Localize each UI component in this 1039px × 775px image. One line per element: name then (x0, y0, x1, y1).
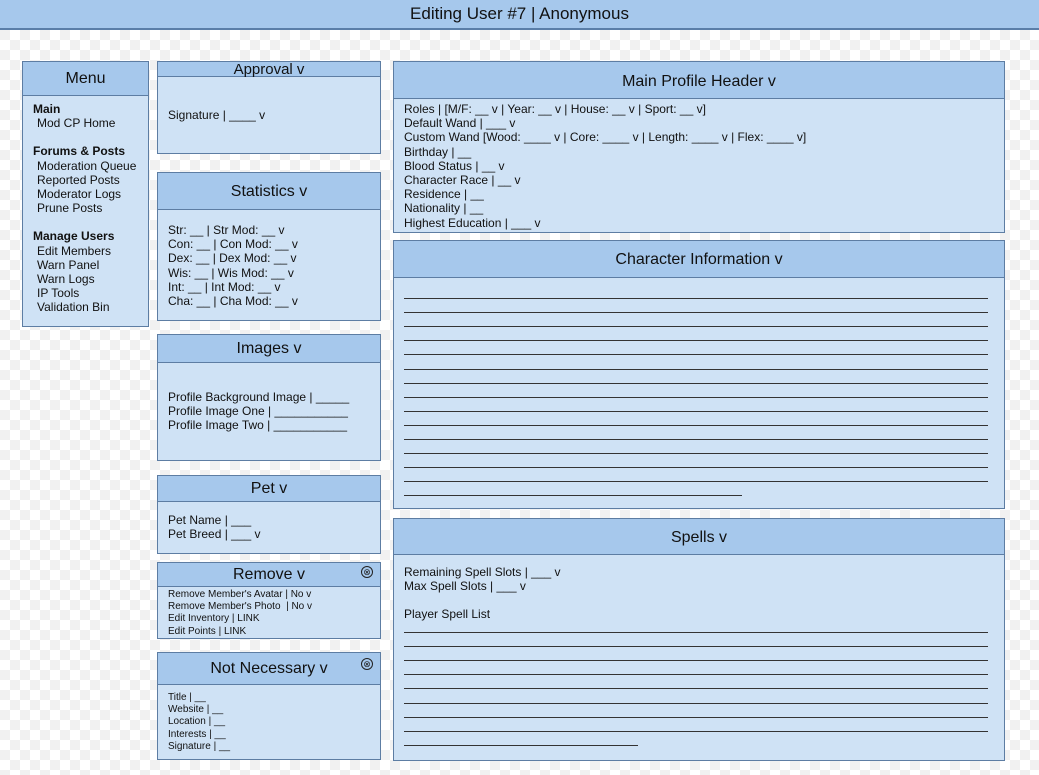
menu-item-mod-cp-home[interactable]: Mod CP Home (37, 116, 116, 131)
remove-photo-field[interactable]: Remove Member's Photo | No v (168, 601, 313, 613)
remaining-spell-slots-field[interactable]: Remaining Spell Slots | ___ v (404, 565, 561, 579)
writing-line (404, 425, 988, 426)
writing-line (404, 646, 988, 647)
menu-header (23, 62, 148, 96)
writing-line (404, 731, 988, 732)
main-profile-panel (393, 61, 1005, 233)
menu-item-warn-panel[interactable]: Warn Panel (37, 257, 100, 272)
roles-field[interactable]: Roles | [M/F: __ v | Year: __ v | House: __ v | Sport: __ v] (404, 102, 706, 116)
pet-breed-field[interactable]: Pet Breed | ___ v (168, 527, 261, 542)
menu-item-validation-bin[interactable]: Validation Bin (37, 300, 110, 315)
character-info-header[interactable] (394, 241, 1004, 278)
profile-background-image-field[interactable]: Profile Background Image | _____ (168, 390, 350, 404)
default-wand-field[interactable]: Default Wand | ___ v (404, 116, 516, 131)
custom-wand-field[interactable]: Custom Wand [Wood: ____ v | Core: ____ v | Length: ____ v | Flex: ____ v] (404, 130, 807, 145)
menu-title: Menu (65, 70, 106, 87)
writing-line (404, 326, 988, 327)
writing-line (404, 632, 988, 633)
menu-panel (22, 61, 149, 327)
writing-line (404, 745, 638, 746)
blood-status-field[interactable]: Blood Status | __ v (404, 158, 505, 173)
pet-title: Pet v (250, 480, 288, 497)
menu-item-prune-posts[interactable]: Prune Posts (37, 201, 103, 216)
main-profile-header[interactable] (394, 62, 1004, 99)
stat-row-con[interactable]: Con: __ | Con Mod: __ v (168, 237, 298, 252)
signature-field[interactable]: Signature | __ (168, 740, 231, 752)
writing-line (404, 453, 988, 454)
stat-row-int[interactable]: Int: __ | Int Mod: __ v (168, 279, 281, 294)
menu-item-reported-posts[interactable]: Reported Posts (37, 172, 120, 187)
profile-image-one-field[interactable]: Profile Image One | ___________ (168, 404, 348, 419)
statistics-header[interactable] (158, 173, 380, 210)
writing-line (404, 312, 988, 313)
menu-item-warn-logs[interactable]: Warn Logs (37, 272, 95, 287)
character-race-field[interactable]: Character Race | __ v (404, 173, 521, 188)
remove-title: Remove v (232, 566, 306, 583)
location-field[interactable]: Location | __ (168, 716, 226, 728)
residence-field[interactable]: Residence | __ (404, 187, 484, 202)
menu-item-ip-tools[interactable]: IP Tools (37, 286, 80, 301)
menu-item-edit-members[interactable]: Edit Members (37, 243, 112, 258)
menu-section-manage-users: Manage Users (33, 229, 115, 244)
website-field[interactable]: Website | __ (168, 704, 224, 716)
close-icon[interactable]: ⊗ (361, 566, 373, 578)
spells-title: Spells v (670, 529, 728, 546)
character-info-panel (393, 240, 1005, 509)
approval-title: Approval v (233, 61, 305, 78)
pet-panel (157, 475, 381, 554)
birthday-field[interactable]: Birthday | __ (404, 144, 472, 159)
stat-row-wis[interactable]: Wis: __ | Wis Mod: __ v (168, 265, 294, 280)
writing-line (404, 660, 988, 661)
page-title-bar (0, 0, 1039, 30)
spells-panel (393, 518, 1005, 761)
writing-line (404, 495, 742, 496)
character-info-textarea[interactable] (404, 278, 994, 503)
profile-image-two-field[interactable]: Profile Image Two | ___________ (168, 418, 348, 433)
menu-item-moderation-queue[interactable]: Moderation Queue (37, 158, 137, 173)
nationality-field[interactable]: Nationality | __ (404, 201, 484, 216)
menu-item-moderator-logs[interactable]: Moderator Logs (37, 187, 122, 202)
statistics-title: Statistics v (230, 183, 308, 200)
writing-line (404, 411, 988, 412)
stat-row-dex[interactable]: Dex: __ | Dex Mod: __ v (168, 251, 297, 266)
main-profile-title: Main Profile Header v (622, 73, 776, 90)
approval-header[interactable] (158, 62, 380, 77)
remove-panel (157, 562, 381, 639)
highest-education-field[interactable]: Highest Education | ___ v (404, 215, 541, 230)
title-field[interactable]: Title | __ (168, 692, 206, 703)
character-info-title: Character Information v (615, 251, 783, 268)
approval-panel (157, 61, 381, 154)
remove-header[interactable] (158, 563, 380, 587)
edit-points-link[interactable]: Edit Points | LINK (168, 625, 247, 637)
spells-header[interactable] (394, 519, 1004, 555)
writing-line (404, 383, 988, 384)
max-spell-slots-field[interactable]: Max Spell Slots | ___ v (404, 579, 526, 594)
writing-line (404, 354, 988, 355)
images-header[interactable] (158, 335, 380, 363)
writing-line (404, 340, 988, 341)
remove-avatar-field[interactable]: Remove Member's Avatar | No v (168, 589, 312, 600)
page-title: Editing User #7 | Anonymous (410, 4, 629, 23)
writing-line (404, 703, 988, 704)
spell-list-textarea[interactable] (404, 622, 994, 742)
writing-line (404, 439, 988, 440)
images-title: Images v (236, 340, 302, 357)
menu-section-main: Main (33, 102, 61, 116)
interests-field[interactable]: Interests | __ (168, 728, 226, 740)
images-panel (157, 334, 381, 461)
not-necessary-title: Not Necessary v (210, 660, 328, 677)
statistics-panel (157, 172, 381, 321)
signature-approval-field[interactable]: Signature | ____ v (168, 108, 266, 122)
writing-line (404, 674, 988, 675)
writing-line (404, 369, 988, 370)
stat-row-cha[interactable]: Cha: __ | Cha Mod: __ v (168, 294, 298, 309)
menu-section-forums-posts: Forums & Posts (33, 144, 126, 159)
edit-inventory-link[interactable]: Edit Inventory | LINK (168, 613, 260, 625)
close-icon[interactable]: ⊗ (361, 658, 373, 670)
pet-name-field[interactable]: Pet Name | ___ (168, 513, 252, 527)
not-necessary-header[interactable] (158, 653, 380, 685)
writing-line (404, 481, 988, 482)
player-spell-list-label: Player Spell List (404, 607, 491, 622)
pet-header[interactable] (158, 476, 380, 502)
writing-line (404, 298, 988, 299)
writing-line (404, 397, 988, 398)
stat-row-str[interactable]: Str: __ | Str Mod: __ v (168, 223, 285, 237)
writing-line (404, 717, 988, 718)
writing-line (404, 467, 988, 468)
writing-line (404, 688, 988, 689)
not-necessary-panel (157, 652, 381, 760)
